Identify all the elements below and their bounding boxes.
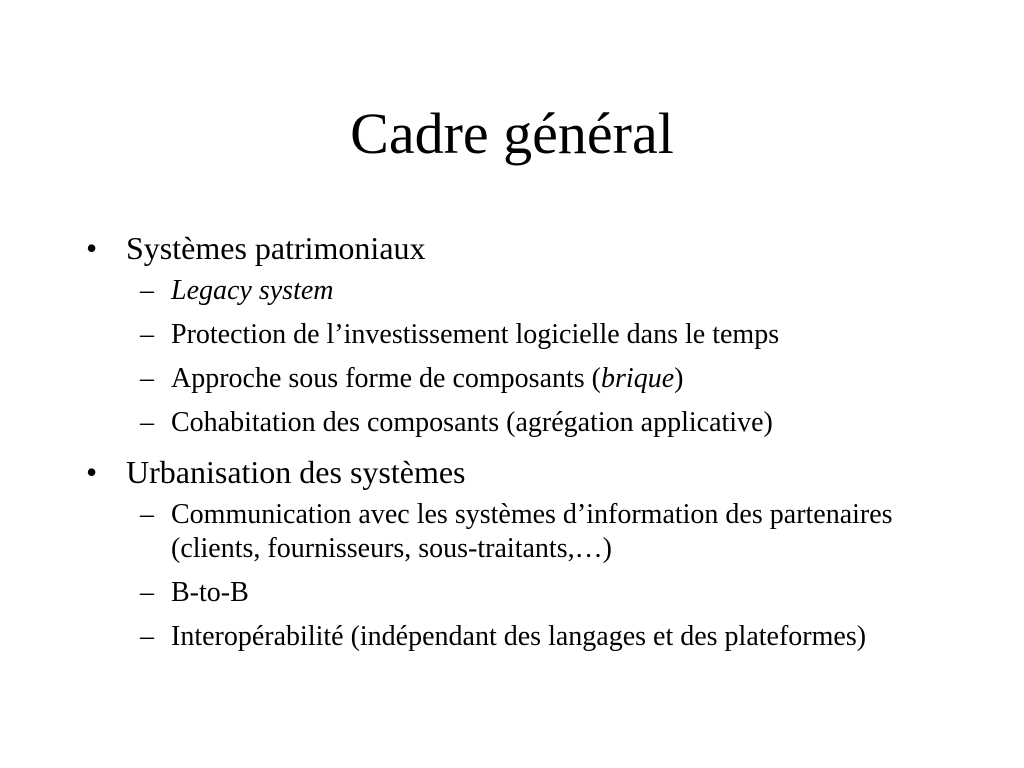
bullet-marker: •	[86, 230, 98, 266]
sub-item-text-before: Approche sous forme de composants (	[171, 363, 602, 394]
sub-item-text: Interopérabilité (indépendant des langages et des plateformes)	[171, 621, 867, 652]
sub-item-b-to-b	[0, 576, 1024, 610]
dash-marker: –	[140, 363, 154, 394]
sub-item-interoperabilite	[0, 620, 1024, 654]
sub-item-protection	[0, 318, 1024, 352]
dash-marker: –	[140, 275, 154, 306]
dash-marker: –	[140, 407, 154, 438]
sub-item-cohabitation	[0, 406, 1024, 440]
sub-item-text-emphasis: brique	[601, 363, 675, 394]
bullet-marker: •	[86, 454, 98, 490]
bullet-text: Urbanisation des systèmes	[126, 454, 466, 490]
slide-body	[0, 226, 1024, 664]
dash-marker: –	[140, 621, 154, 652]
sub-item-text: Cohabitation des composants (agrégation applicative)	[171, 407, 773, 438]
bullet-item-systemes-patrimoniaux	[0, 226, 1024, 270]
bullet-text: Systèmes patrimoniaux	[126, 230, 426, 266]
sub-item-communication	[0, 498, 1024, 566]
dash-marker: –	[140, 319, 154, 350]
sub-item-legacy-system	[0, 274, 1024, 308]
sub-item-text: B-to-B	[171, 577, 249, 608]
dash-marker: –	[140, 499, 154, 530]
bullet-item-urbanisation	[0, 450, 1024, 494]
sub-item-text: Communication avec les systèmes d’information des partenaires (clients, fournisseurs, sous-traitants,…)	[171, 499, 893, 564]
sub-item-text-after: )	[674, 363, 684, 394]
sub-item-approche	[0, 362, 1024, 396]
sub-item-text: Legacy system	[171, 275, 334, 306]
slide-title: Cadre général	[350, 101, 674, 166]
dash-marker: –	[140, 577, 154, 608]
sub-item-text: Protection de l’investissement logicielle dans le temps	[171, 319, 780, 350]
